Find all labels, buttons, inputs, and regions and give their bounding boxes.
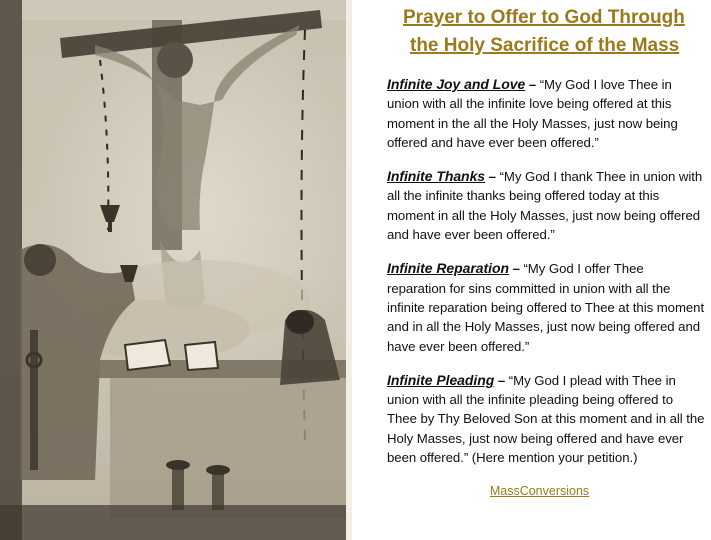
prayer-dash: – — [485, 169, 500, 185]
title-line-2: the Holy Sacrifice of the Mass — [410, 35, 680, 56]
prayer-pleading — [387, 371, 705, 467]
crucifixion-artwork — [0, 0, 352, 540]
prayer-dash: – — [525, 77, 540, 92]
prayer-text: “My God I love Thee in union with all the infinite love being offered at this moment in the all the Holy Masses, just now being offered and have ever been offered.” — [387, 77, 678, 150]
prayer-dash: – — [508, 261, 524, 277]
title-line-1: Prayer to Offer to God Through — [403, 7, 685, 28]
prayer-text: “My God I plead with Thee in union with all the infinite pleading being offered to Thee by Thy Beloved Son at this moment and in all the Holy Masses, just now being offered and have ever been offered.” (Here mention your petition.) — [387, 372, 705, 466]
prayer-thanks — [387, 167, 705, 244]
prayer-text: “My God I thank Thee in union with all the infinite thanks being offered today at this moment in all the Holy Masses, just now being offered and have ever been offered.” — [387, 169, 703, 243]
prayer-text-panel — [352, 0, 711, 540]
prayer-heading: Infinite Thanks — [387, 168, 486, 185]
prayer-heading: Infinite Joy and Love — [387, 76, 526, 92]
prayer-reparation — [387, 259, 705, 355]
page-title — [387, 4, 705, 60]
crucifixion-illustration — [0, 0, 352, 540]
prayer-dash: – — [494, 372, 509, 388]
prayer-text: “My God I offer Thee reparation for sins committed in union with all the infinite reparation being offered to Thee at this moment and in all the Holy Masses, just now being offered and have ever been offered.” — [387, 261, 705, 354]
prayer-list — [387, 75, 705, 467]
prayer-heading: Infinite Pleading — [387, 371, 495, 388]
mass-conversions-link[interactable]: MassConversions — [489, 484, 590, 498]
prayer-joy-love — [387, 75, 705, 152]
prayer-heading: Infinite Reparation — [387, 260, 509, 277]
